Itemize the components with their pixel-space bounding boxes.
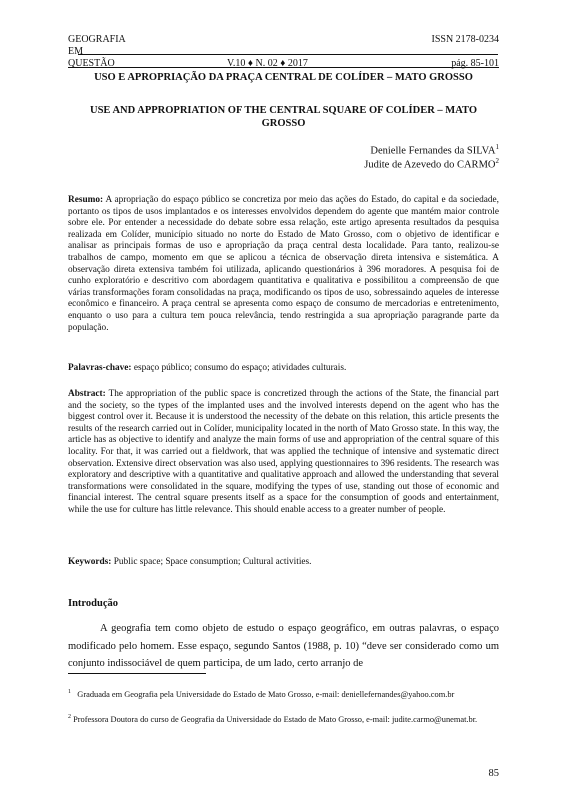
resumo-paragraph [68,195,499,334]
header-rule [68,67,499,68]
footnote-1-mark: 1 [68,689,71,695]
journal-name-line1: GEOGRAFIA [68,34,126,45]
author-1-mark: 1 [495,143,499,151]
intro-text: A geografia tem como objeto de estudo o espaço geográfico, em outras palavras, o espaço modificado pelo homem. Esse espaço, segundo Santos (1988, p. 10) “deve ser considerado como um conjunto indissociável de quem participa, de um lado, certo arranjo de [68,623,499,669]
section-heading-introducao: Introdução [68,598,118,609]
volume-info: V.10 ♦ N. 02 ♦ 2017 [227,58,308,69]
palavras-chave-text: espaço público; consumo do espaço; atividades culturais. [133,363,347,373]
footnote-2-text: Professora Doutora do curso de Geografia da Universidade do Estado de Mato Grosso, e-mail: judite.carmo@unemat.br. [73,714,478,724]
abstract-text: The appropriation of the public space is concretized through the actions of the State, the financial part and the society, so the types of the implanted uses and the involved interests depend on the agent who has the biggest control over it. Because it is understood the necessity of the debate on this relation, this article presents the results of the research carried out in Colíder, municipality located in the north of Mato Grosso state. In this way, the article has as objective to identify and analyze the main forms of use and appropriation of the central square of this locality. For that, it was carried out a fieldwork, that was applied the technique of intensive and systematic direct observation. Extensive direct observation was also used, applying questionnaires to 396 residents. The research was exploratory and descriptive with a quantitative and qualitative approach and allowed the understanding that several transformations were consolidated in the square, modifying the types of use, standing out those of economic and financial interest. The central square presents itself as a space for the consumption of goods and entertainment, while the use for culture has little relevance. This should enable access to a greater number of people. [68,389,499,515]
footnote-2-mark: 2 [68,714,71,720]
footnote-1-text: Graduada em Geografia pela Universidade do Estado de Mato Grosso, e-mail: deniellefernandes@yahoo.com.br [77,689,455,699]
header-underline [78,45,498,55]
journal-name-line2: EM [68,46,83,57]
palavras-chave-label: Palavras-chave: [68,363,132,373]
title-portuguese: USO E APROPRIAÇÃO DA PRAÇA CENTRAL DE COLÍDER – MATO GROSSO [94,72,473,83]
page-number: 85 [488,768,499,779]
keywords-paragraph [68,557,499,569]
keywords-text: Public space; Space consumption; Cultural activities. [113,557,312,567]
footnote-rule [68,673,206,674]
footnote-1 [68,687,499,700]
intro-paragraph [68,620,499,673]
author-2-mark: 2 [495,157,499,165]
resumo-text: A apropriação do espaço público se concretiza por meio das ações do Estado, do capital e da sociedade, portanto os tipos de usos implantados e os interesses envolvidos dependem do agente que mantém maior controle sobre ele. Por entender a necessidade do debate sobre essa relação, este artigo apresenta resultados da pesquisa realizada em Colíder, município situado no norte do Estado de Mato Grosso, com o objetivo de identificar e analisar as principais formas de uso e apropriação da praça central desta localidade. Para tanto, realizou-se trabalhos de campo, momento em que se aplicou a técnica de observação direta intensiva e sistemática. A observação direta extensiva também foi utilizada, aplicando questionários à 396 moradores. A pesquisa foi de cunho exploratório e descritivo com abordagem quantitativa e qualitativa e possibilitou a compreensão de que várias transformações foram consolidadas na praça, modificando os tipos de uso, sobressaindo aqueles de interesse econômico e financeiro. A praça central se apresenta como espaço de consumo de mercadorias e entretenimento, enquanto o uso para a cultura tem pouca relevância, tendo restringida a sua apropriação paragrande parte da população. [68,195,499,333]
page-range: pág. 85-101 [451,58,499,69]
abstract-label: Abstract: [68,389,106,399]
abstract-paragraph [68,389,499,517]
author-1-name: Denielle Fernandes da SILVA [370,145,496,157]
keywords-label: Keywords: [68,557,112,567]
author-2-name: Judite de Azevedo do CARMO [364,159,496,171]
author-2 [364,155,499,172]
journal-name-line3: QUESTÃO [68,58,115,69]
footnote-2 [68,712,499,725]
issn: ISSN 2178-0234 [431,34,499,45]
title-english: USE AND APPROPRIATION OF THE CENTRAL SQUARE OF COLÍDER – MATO GROSSO [90,105,477,129]
resumo-label: Resumo: [68,195,104,205]
palavras-chave-paragraph [68,363,499,375]
